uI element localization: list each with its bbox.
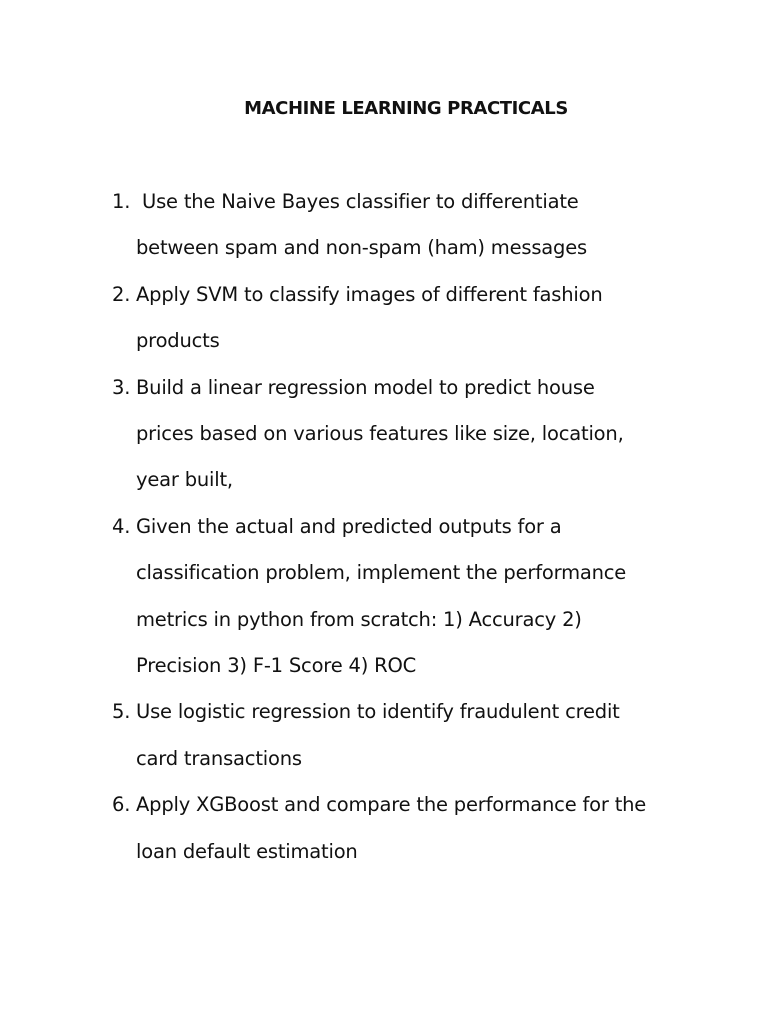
list-item-text <box>136 179 712 272</box>
list-item-line: year built, <box>136 468 233 492</box>
list-item-line: card transactions <box>136 746 302 770</box>
list-item <box>112 179 712 272</box>
list-item-line: prices based on various features like size, location, <box>136 422 624 446</box>
list-item-number: 4. <box>112 514 131 538</box>
list-item <box>112 782 712 875</box>
list-item-line: Build a linear regression model to predict house <box>136 375 595 399</box>
list-item-line: loan default estimation <box>136 839 358 863</box>
list-item-number: 3. <box>112 375 131 399</box>
list-item-number: 6. <box>112 793 131 817</box>
list-item-text <box>136 504 712 690</box>
list-item-text <box>136 689 712 782</box>
list-item-number: 2. <box>112 282 131 306</box>
list-item <box>112 689 712 782</box>
list-item-text <box>136 365 712 504</box>
list-item-line: Apply XGBoost and compare the performance for the <box>136 793 647 817</box>
list-item <box>112 365 712 504</box>
list-item <box>112 272 712 365</box>
list-item-text <box>136 782 712 875</box>
list-item-text <box>136 272 712 365</box>
list-item-line: between spam and non-spam (ham) messages <box>136 236 587 260</box>
list-item-line: products <box>136 329 220 353</box>
list-item-line: Apply SVM to classify images of different fashion <box>136 282 603 306</box>
list-item-line: Given the actual and predicted outputs for a <box>136 514 562 538</box>
list-item-line: classification problem, implement the performance <box>136 561 627 585</box>
list-item-line: Use the Naive Bayes classifier to differentiate <box>142 190 579 213</box>
list-item-line: Precision 3) F-1 Score 4) ROC <box>136 654 417 678</box>
list-item-line: metrics in python from scratch: 1) Accuracy 2) <box>136 607 582 631</box>
practicals-list <box>112 179 712 875</box>
list-item-number: 1. <box>112 190 131 213</box>
list-item <box>112 504 712 690</box>
list-item-line: Use logistic regression to identify fraudulent credit <box>136 700 620 724</box>
document-title: MACHINE LEARNING PRACTICALS <box>244 98 568 119</box>
list-item-number: 5. <box>112 700 131 724</box>
